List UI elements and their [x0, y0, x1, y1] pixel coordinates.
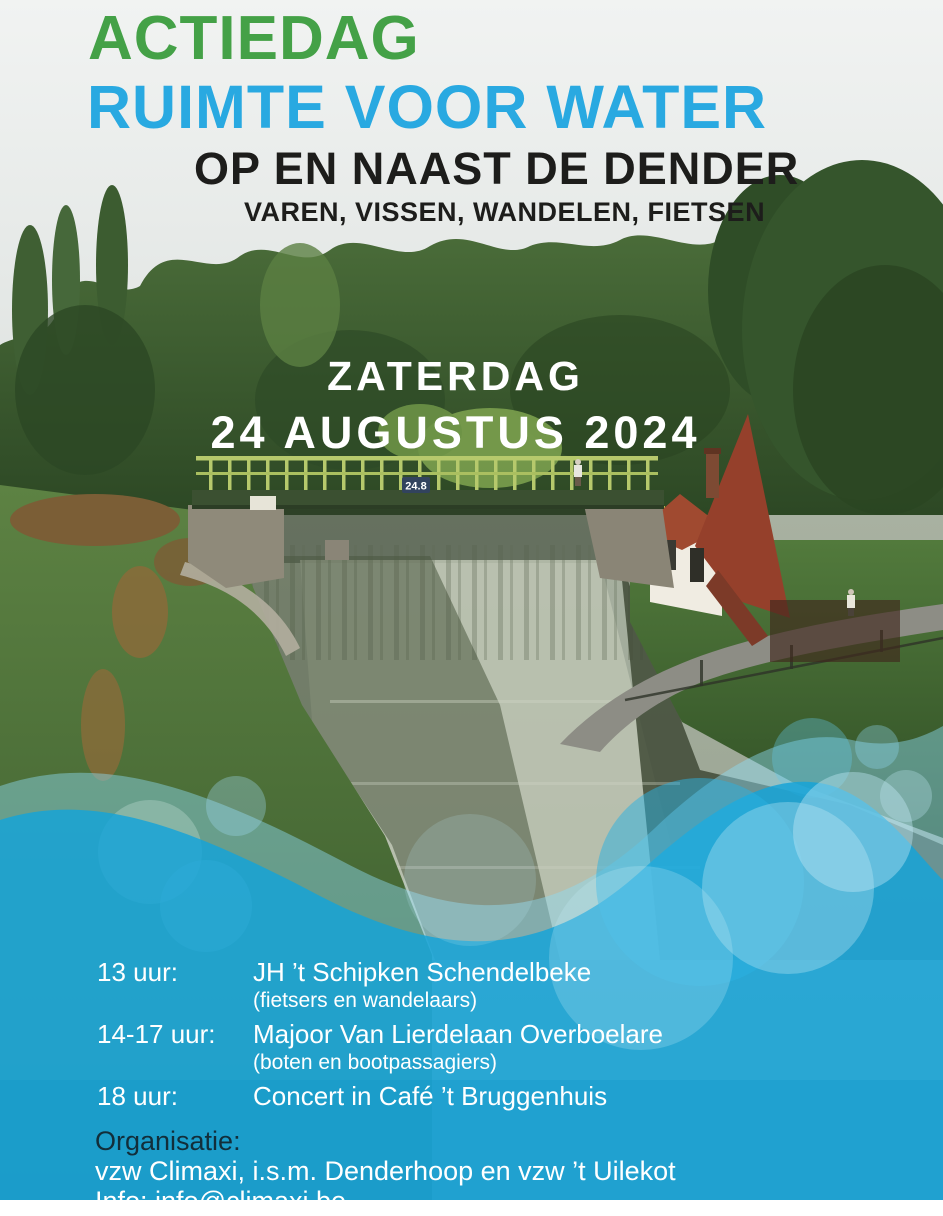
schedule-note: (boten en bootpassagiers)	[253, 1051, 497, 1074]
organisation-names: vzw Climaxi, i.s.m. Denderhoop en vzw ’t Uilekot	[95, 1156, 676, 1186]
organisation-contact: Info: info@climaxi.be	[95, 1186, 347, 1216]
event-date: 24 AUGUSTUS 2024	[210, 407, 701, 459]
organisation-block	[95, 1126, 676, 1216]
poster-activities-line: VAREN, VISSEN, WANDELEN, FIETSEN	[244, 197, 766, 227]
schedule-time: 14-17 uur:	[97, 1019, 216, 1049]
bridge-sign-label: 24.8	[405, 480, 427, 493]
schedule-note: (fietsers en wandelaars)	[253, 989, 478, 1012]
poster-title-actiedag: ACTIEDAG	[88, 4, 420, 73]
schedule-row	[97, 956, 663, 988]
schedule-place: JH ’t Schipken Schendelbeke	[253, 957, 592, 987]
schedule-place: Majoor Van Lierdelaan Overboelare	[253, 1019, 663, 1049]
schedule-row	[97, 1080, 663, 1112]
schedule-list	[97, 956, 663, 1112]
schedule-time: 13 uur:	[97, 957, 178, 987]
schedule-row	[97, 1018, 663, 1050]
poster-subtitle-dender: OP EN NAAST DE DENDER	[194, 143, 800, 194]
schedule-time: 18 uur:	[97, 1081, 178, 1111]
organisation-label: Organisatie:	[95, 1126, 241, 1156]
event-date-block	[0, 352, 927, 459]
poster-title-ruimte-voor-water: RUIMTE VOOR WATER	[87, 73, 768, 141]
schedule-place: Concert in Café ’t Bruggenhuis	[253, 1081, 608, 1111]
event-day: ZATERDAG	[327, 353, 584, 399]
